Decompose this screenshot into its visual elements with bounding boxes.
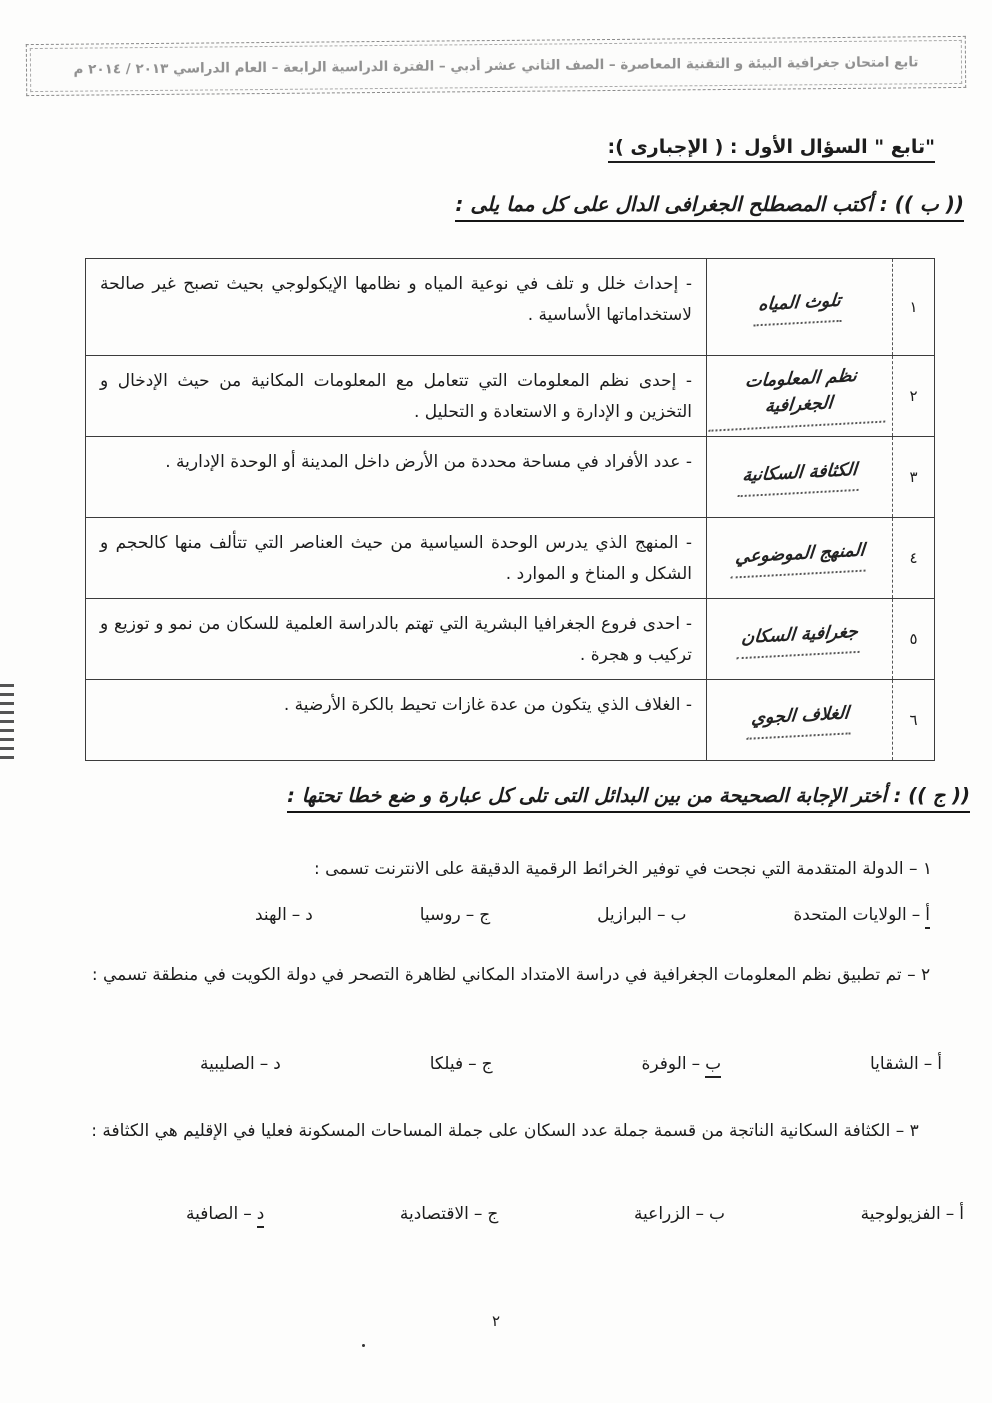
scan-artifact bbox=[362, 1344, 365, 1347]
option-letter: ج bbox=[481, 1054, 493, 1074]
option-a bbox=[861, 1204, 964, 1224]
question-2-options bbox=[200, 1054, 942, 1074]
handwritten-answer-cell bbox=[706, 356, 892, 436]
handwritten-answer: المنهج الموضوعي bbox=[730, 537, 868, 579]
option-separator: – bbox=[259, 1054, 269, 1074]
option-text: فيلكا bbox=[429, 1054, 464, 1074]
table-row bbox=[86, 356, 934, 437]
row-number: ٥ bbox=[892, 599, 934, 679]
page-number: ٢ bbox=[491, 1312, 501, 1330]
option-b bbox=[642, 1054, 722, 1074]
option-text: الصافية bbox=[186, 1204, 239, 1224]
handwritten-answer-cell bbox=[706, 259, 892, 355]
section-b-title: (( ب )) : أكتب المصطلح الجغرافى الدال على كل مما يلى : bbox=[455, 192, 964, 216]
option-separator: – bbox=[695, 1204, 705, 1224]
row-number: ٤ bbox=[892, 518, 934, 598]
question-3-text: ٣ – الكثافة السكانية الناتجة من قسمة جملة عدد السكان على جملة المساحات المسكونة فعليا في الإقليم هي الكثافة : bbox=[91, 1121, 919, 1141]
option-text: الزراعية bbox=[633, 1204, 691, 1224]
question-2-text: ٢ – تم تطبيق نظم المعلومات الجغرافية في دراسة الامتداد المكاني لظاهرة التصحر في دولة الكويت في منطقة تسمي : bbox=[91, 965, 931, 985]
table-row bbox=[86, 680, 934, 760]
term-definition: - عدد الأفراد في مساحة محددة من الأرض داخل المدينة أو الوحدة الإدارية . bbox=[165, 452, 692, 472]
term-definition: - احدى فروع الجغرافيا البشرية التي تهتم بالدراسة العلمية للسكان من نمو و توزيع و تركيب و هجرة . bbox=[100, 614, 692, 665]
exam-header-box bbox=[26, 36, 966, 96]
term-definition: - الغلاف الذي يتكون من عدة غازات تحيط بالكرة الأرضية . bbox=[283, 695, 692, 715]
option-c bbox=[420, 905, 490, 925]
option-letter: ج bbox=[487, 1204, 499, 1224]
terms-table bbox=[85, 258, 935, 761]
table-row bbox=[86, 518, 934, 599]
handwritten-answer-cell bbox=[706, 680, 892, 760]
option-separator: – bbox=[465, 905, 475, 925]
option-text: روسيا bbox=[419, 905, 461, 925]
option-letter: ب bbox=[705, 1054, 721, 1078]
option-text: الشقايا bbox=[870, 1054, 919, 1074]
option-letter: د bbox=[257, 1204, 265, 1228]
option-letter: د bbox=[273, 1054, 281, 1074]
option-b bbox=[634, 1204, 725, 1224]
handwritten-answer: الكثافة السكانية bbox=[738, 457, 862, 498]
option-d bbox=[200, 1054, 281, 1074]
option-separator: – bbox=[945, 1204, 955, 1224]
scan-artifact bbox=[0, 684, 14, 760]
option-d bbox=[255, 905, 313, 925]
exam-header-text: تابع امتحان جغرافية البيئة و التقنية المعاصرة – الصف الثاني عشر أدبي – الفترة الدراسية الرابعة – العام الدراسي ٢٠١٣ / ٢٠١٤ م bbox=[73, 54, 919, 78]
question-one-title: "تابع " السؤال الأول : ( الإجبارى ): bbox=[608, 136, 936, 158]
table-row bbox=[86, 259, 934, 356]
option-letter: أ bbox=[959, 1204, 964, 1224]
option-letter: ب bbox=[670, 905, 687, 925]
option-separator: – bbox=[691, 1054, 701, 1074]
option-text: الاقتصادية bbox=[399, 1204, 469, 1224]
option-letter: أ bbox=[937, 1054, 942, 1074]
question-1-options bbox=[255, 905, 930, 925]
option-a bbox=[870, 1054, 942, 1074]
option-letter: ج bbox=[479, 905, 491, 925]
row-number: ٢ bbox=[892, 356, 934, 436]
handwritten-answer: جغرافية السكان bbox=[737, 619, 862, 660]
option-separator: – bbox=[468, 1054, 477, 1074]
option-letter: أ bbox=[925, 905, 930, 929]
option-b bbox=[597, 905, 686, 925]
table-row bbox=[86, 437, 934, 518]
handwritten-answer: تلوث المياه bbox=[754, 287, 845, 326]
option-separator: – bbox=[243, 1204, 252, 1224]
option-d bbox=[186, 1204, 264, 1224]
handwritten-answer: الغلاف الجوي bbox=[746, 700, 852, 740]
term-definition: - إحدى نظم المعلومات التي تتعامل مع المعلومات المكانية من حيث الإدخال و التخزين و الإدارة و الاستعادة و التحليل . bbox=[100, 371, 692, 422]
option-separator: – bbox=[473, 1204, 483, 1224]
table-row bbox=[86, 599, 934, 680]
option-text: الولايات المتحدة bbox=[793, 905, 907, 925]
option-text: الهند bbox=[255, 905, 287, 925]
section-c-title: (( ج )) : أختر الإجابة الصحيحة من بين البدائل التى تلى كل عبارة و ضع خطا تحتها : bbox=[287, 784, 970, 807]
option-letter: د bbox=[305, 905, 313, 925]
term-definition: - إحداث خلل و تلف في نوعية المياه و نظامها الإيكولوجي بحيث تصبح غير صالحة لاستخداماتها الأساسية . bbox=[100, 274, 692, 325]
option-c bbox=[430, 1054, 493, 1074]
option-separator: – bbox=[923, 1054, 933, 1074]
option-a bbox=[793, 905, 930, 925]
option-text: الوفرة bbox=[641, 1054, 687, 1074]
row-number: ٣ bbox=[892, 437, 934, 517]
option-text: الصليبية bbox=[200, 1054, 255, 1074]
option-separator: – bbox=[911, 905, 921, 925]
option-separator: – bbox=[657, 905, 666, 925]
handwritten-answer-cell bbox=[706, 518, 892, 598]
option-separator: – bbox=[291, 905, 301, 925]
row-number: ١ bbox=[892, 259, 934, 355]
question-3-options bbox=[186, 1204, 964, 1224]
term-definition: - المنهج الذي يدرس الوحدة السياسية من حيث العناصر التي تتألف منها كالحجم و الشكل و المناخ و الموارد . bbox=[100, 533, 692, 584]
option-letter: ب bbox=[709, 1204, 726, 1224]
question-1-text: ١ – الدولة المتقدمة التي نجحت في توفير الخرائط الرقمية الدقيقة على الانترنت تسمى : bbox=[313, 859, 932, 879]
handwritten-answer-cell bbox=[706, 599, 892, 679]
handwritten-answer-cell bbox=[706, 437, 892, 517]
handwritten-answer: نظم المعلومات الجغرافية bbox=[708, 361, 890, 431]
option-c bbox=[400, 1204, 499, 1224]
option-text: البرازيل bbox=[597, 905, 653, 925]
option-text: الفزيولوجية bbox=[860, 1204, 941, 1224]
row-number: ٦ bbox=[892, 680, 934, 760]
